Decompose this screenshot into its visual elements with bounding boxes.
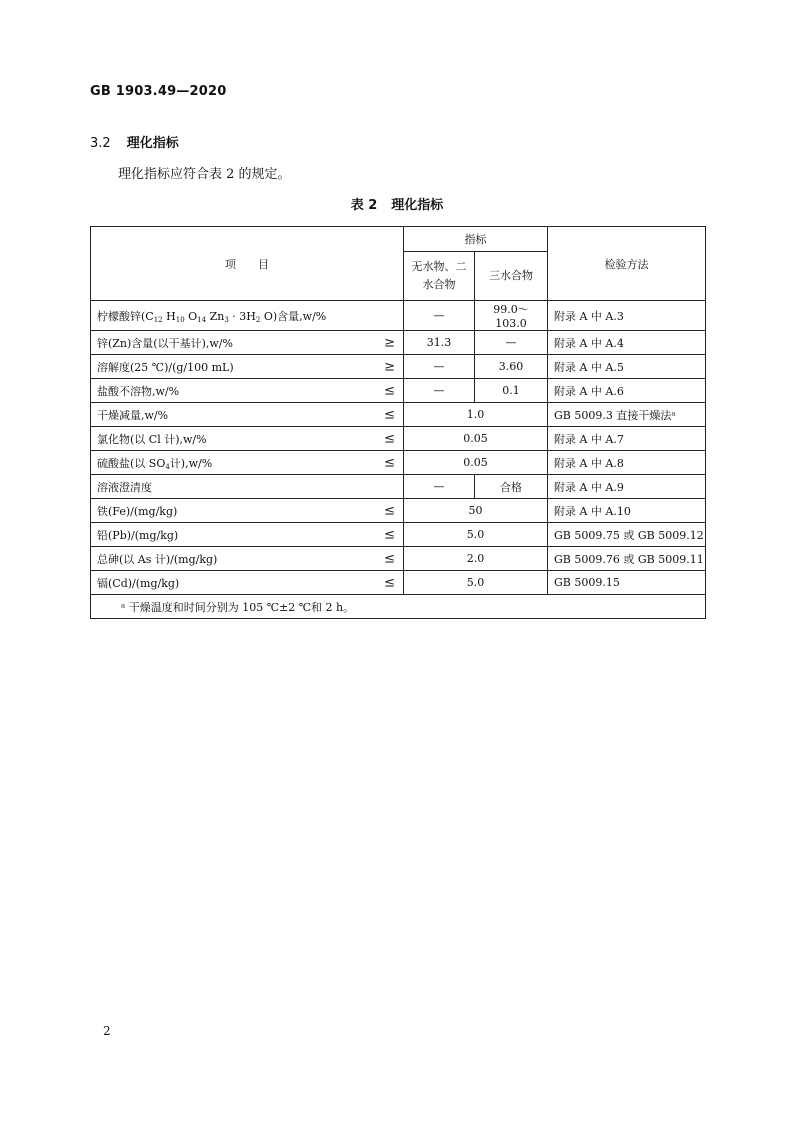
item-name: 镉(Cd)/(mg/kg) ≤ — [91, 571, 404, 595]
item-name: 铁(Fe)/(mg/kg) ≤ — [91, 499, 404, 523]
value-combined: 0.05 — [404, 451, 548, 475]
comparison-symbol: ≤ — [384, 503, 395, 518]
comparison-symbol: ≤ — [384, 455, 395, 470]
value-anhydrous: — — [404, 475, 475, 499]
table-header-row — [91, 227, 706, 252]
table-footnote: ᵃ 干燥温度和时间分别为 105 ℃±2 ℃和 2 h。 — [91, 595, 706, 619]
item-name: 盐酸不溶物,w/% ≤ — [91, 379, 404, 403]
table-row — [91, 427, 706, 451]
comparison-symbol: ≤ — [384, 431, 395, 446]
test-method: 附录 A 中 A.4 — [548, 331, 706, 355]
value-trihydrate: 合格 — [475, 475, 548, 499]
section-title: 理化指标 — [126, 136, 179, 151]
item-name: 铅(Pb)/(mg/kg) ≤ — [91, 523, 404, 547]
value-anhydrous: — — [404, 379, 475, 403]
header-anhydrous: 无水物、二水合物 — [404, 252, 475, 301]
comparison-symbol: ≤ — [384, 407, 395, 422]
item-name: 锌(Zn)含量(以干基计),w/% ≥ — [91, 331, 404, 355]
item-name: 总砷(以 As 计)/(mg/kg) ≤ — [91, 547, 404, 571]
table-row — [91, 301, 706, 331]
table-row — [91, 355, 706, 379]
test-method: 附录 A 中 A.7 — [548, 427, 706, 451]
test-method: 附录 A 中 A.6 — [548, 379, 706, 403]
item-name: 溶解度(25 ℃)/(g/100 mL) ≥ — [91, 355, 404, 379]
value-trihydrate: 0.1 — [475, 379, 548, 403]
value-anhydrous: 31.3 — [404, 331, 475, 355]
item-name: 溶液澄清度 — [91, 475, 404, 499]
table-row — [91, 571, 706, 595]
value-combined: 50 — [404, 499, 548, 523]
test-method: 附录 A 中 A.10 — [548, 499, 706, 523]
value-anhydrous: — — [404, 355, 475, 379]
item-name: 干燥减量,w/% ≤ — [91, 403, 404, 427]
table-footnote-row — [91, 595, 706, 619]
value-combined: 2.0 — [404, 547, 548, 571]
table-row — [91, 403, 706, 427]
test-method: GB 5009.76 或 GB 5009.11 — [548, 547, 706, 571]
spec-table — [90, 226, 706, 619]
test-method: 附录 A 中 A.3 — [548, 301, 706, 331]
page-number: 2 — [103, 1024, 111, 1038]
item-name: 氯化物(以 Cl 计),w/% ≤ — [91, 427, 404, 451]
value-combined: 5.0 — [404, 523, 548, 547]
test-method: 附录 A 中 A.8 — [548, 451, 706, 475]
header-item: 项 目 — [91, 227, 404, 301]
value-combined: 1.0 — [404, 403, 548, 427]
standard-code: GB 1903.49—2020 — [90, 84, 227, 99]
test-method: 附录 A 中 A.5 — [548, 355, 706, 379]
header-trihydrate: 三水合物 — [475, 252, 548, 301]
value-combined: 5.0 — [404, 571, 548, 595]
header-method: 检验方法 — [548, 227, 706, 301]
value-combined: 0.05 — [404, 427, 548, 451]
table-row — [91, 499, 706, 523]
table-row — [91, 475, 706, 499]
test-method: GB 5009.15 — [548, 571, 706, 595]
section-paragraph: 理化指标应符合表 2 的规定。 — [118, 167, 291, 182]
table-title-text: 理化指标 — [391, 198, 444, 213]
section-heading — [90, 132, 179, 151]
comparison-symbol: ≤ — [384, 527, 395, 542]
table-number: 表 2 — [350, 198, 378, 213]
comparison-symbol: ≤ — [384, 575, 395, 590]
comparison-symbol: ≤ — [384, 383, 395, 398]
test-method: GB 5009.3 直接干燥法ᵃ — [548, 403, 706, 427]
item-name: 柠檬酸锌($C_{12}$ $H_{10}$ $O_{14}$ $Zn_3 \cdot 3H_2$ O)含量,w/% — [91, 301, 404, 331]
table-row — [91, 547, 706, 571]
section-number: 3.2 — [90, 136, 111, 151]
table-row — [91, 331, 706, 355]
test-method: 附录 A 中 A.9 — [548, 475, 706, 499]
table-title — [0, 194, 794, 213]
comparison-symbol: ≥ — [384, 359, 395, 374]
value-trihydrate: 3.60 — [475, 355, 548, 379]
table-row — [91, 379, 706, 403]
comparison-symbol: ≥ — [384, 335, 395, 350]
item-name: 硫酸盐(以 $SO_4$计),w/% ≤ — [91, 451, 404, 475]
value-anhydrous: — — [404, 301, 475, 331]
value-trihydrate: 99.0～103.0 — [475, 301, 548, 331]
table-row — [91, 523, 706, 547]
value-trihydrate: — — [475, 331, 548, 355]
table-row — [91, 451, 706, 475]
header-indicator: 指标 — [404, 227, 548, 252]
test-method: GB 5009.75 或 GB 5009.12 — [548, 523, 706, 547]
comparison-symbol: ≤ — [384, 551, 395, 566]
